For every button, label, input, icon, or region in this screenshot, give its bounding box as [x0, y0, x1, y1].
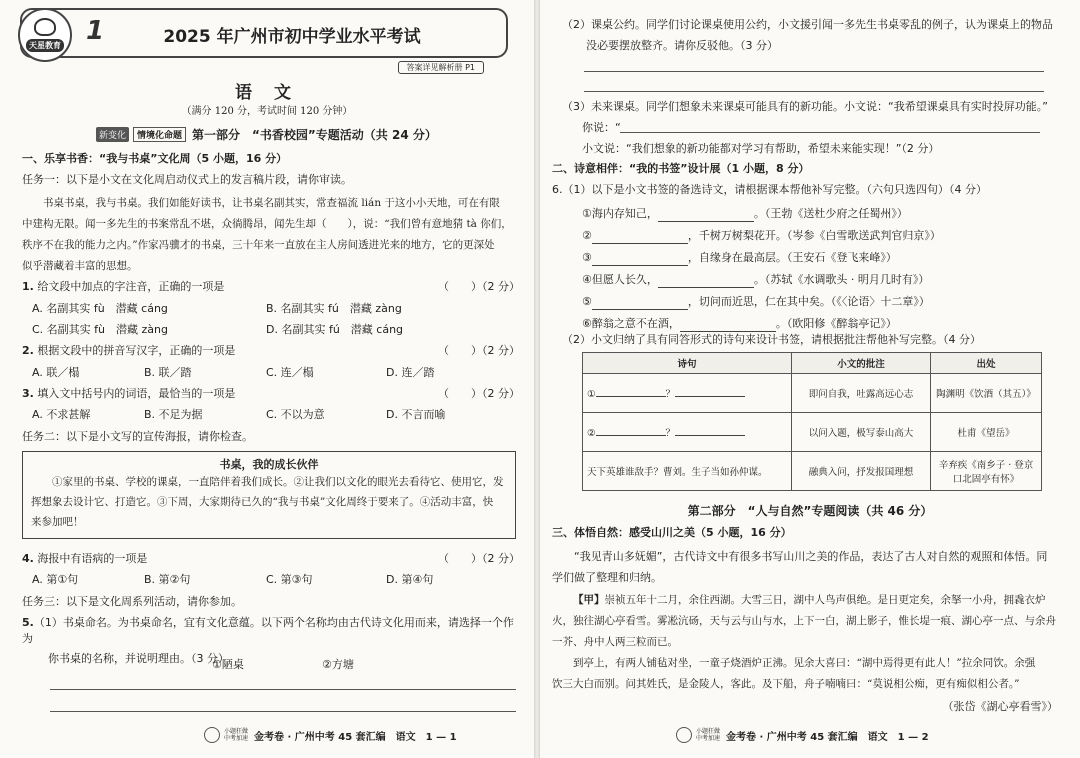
question-text: 填入文中括号内的词语，最恰当的一项是 [37, 387, 236, 400]
left-footer [204, 727, 457, 743]
text-line: 火，独往湖心亭看雪。雾凇沆砀，天与云与山与水，上下一白，湖上影子，惟长堤一痕、湖心亭一点、与余舟 [552, 615, 1056, 627]
poster-line: 挥想象去设计它、打造它。③下周，大家期待已久的“我与书桌”文化周终于要来了。④活动丰富，快 [31, 496, 494, 508]
contextual-tag: 情境化命题 [133, 127, 186, 142]
table-row [583, 374, 1042, 413]
task2-instruction: 任务二：以下是小文写的宣传海报，请你检查。 [22, 430, 253, 443]
passage-line: 书桌书桌，我与书桌。我们如能好读书，让书桌名副其实，常查福流 lián 于这小小天地，可在有限 [43, 197, 500, 209]
poem-item: ④但愿人长久， 。（苏轼《水调歌头 · 明月几时有》） [582, 273, 930, 286]
poem-cell[interactable]: ② ？ [583, 413, 792, 452]
text-jia [552, 590, 1062, 695]
question-5 [22, 614, 522, 666]
intro-line: “我见青山多妩媚”，古代诗文中有很多书写山川之美的作品，表达了古人对自然的观照和体悟。同 [574, 550, 1048, 563]
question-text: （2）课桌公约。同学们讨论课桌使用公约，小文援引闻一多先生书桌零乱的例子，认为课桌上的物品 [562, 18, 1053, 31]
source-cell: 辛弃疾《南乡子 · 登京口北固亭有怀》 [931, 452, 1042, 491]
q2-option-d[interactable]: D. 连／踏 [386, 366, 435, 379]
text-line: 饮三大白而别。问其姓氏，是金陵人，客此。及下船，舟子喃喃曰：“莫说相公痴，更有痴似相公者。” [552, 678, 1020, 690]
poem-item: ⑤ ，切问而近思，仁在其中矣。（《〈论语〉十二章》） [582, 295, 930, 308]
source-cell: 杜甫《望岳》 [931, 413, 1042, 452]
paper-number: 1 [86, 16, 105, 46]
part2-title: 第二部分 “人与自然”专题阅读（共 46 分） [687, 504, 933, 518]
text-line: 一芥、舟中人两三粒而已。 [552, 636, 678, 648]
question-text: 小文说：“我们想象的新功能都对学习有帮助，希望未来能实现！”（2 分） [582, 142, 940, 155]
q4-option-d[interactable]: D. 第④句 [386, 573, 434, 586]
question-5-2 [562, 14, 1062, 56]
poem-item: ⑥醉翁之意不在酒， 。（欧阳修《醉翁亭记》） [582, 317, 897, 330]
section3-intro [552, 546, 1062, 588]
poster-line: 来参加吧！ [31, 516, 84, 528]
footer-logo-icon [204, 727, 220, 743]
section2-heading: 二、诗意相伴：“我的书签”设计展（1 小题，8 分） [552, 162, 810, 175]
question-text: 根据文段中的拼音写汉字，正确的一项是 [37, 344, 236, 357]
answer-slot-2[interactable]: （ ）（2 分） [438, 344, 520, 357]
poster-title: 书桌，我的成长伙伴 [219, 458, 319, 471]
question-6-2: （2）小文归纳了具有同答形式的诗句来设计书签，请根据批注帮他补写完整。（4 分） [562, 333, 981, 346]
q1-option-a[interactable]: A. 名副其实 fù 潜藏 cáng [32, 302, 168, 315]
question-1 [22, 278, 224, 294]
text-line: 崇祯五年十二月，余住西湖。大雪三日，湖中人鸟声俱绝。是日更定矣，余拏一小舟，拥毳衣炉 [604, 594, 1046, 606]
poem-list [582, 203, 941, 335]
footer-text: 金考卷 · 广州中考 45 套汇编 语文 1 — 2 [726, 731, 929, 743]
you-say-label: 你说：“ [582, 121, 621, 134]
question-4 [22, 550, 147, 566]
blank[interactable] [658, 273, 754, 288]
part1-title: 第一部分 “书香校园”专题活动（共 24 分） [192, 128, 437, 142]
column-header: 出处 [931, 353, 1042, 374]
intro-line: 学们做了整理和归纳。 [552, 571, 662, 584]
q2-option-c[interactable]: C. 连／榻 [266, 366, 314, 379]
question-2 [22, 342, 235, 358]
q4-option-c[interactable]: C. 第③句 [266, 573, 313, 586]
q3-option-c[interactable]: C. 不以为意 [266, 408, 325, 421]
passage-line: 似乎潜藏着丰富的思想。 [22, 260, 138, 272]
table-row [583, 452, 1042, 491]
question-number: 3. [22, 387, 34, 400]
question-text: 给文段中加点的字注音，正确的一项是 [37, 280, 225, 293]
q2-option-a[interactable]: A. 联／榻 [32, 366, 80, 379]
question-number: 2. [22, 344, 34, 357]
answer-line[interactable] [50, 689, 516, 690]
passage [22, 193, 522, 277]
text-label: 【甲】 [573, 594, 605, 606]
table-header-row [583, 353, 1042, 374]
logo-ring-icon [34, 18, 56, 36]
text-line: 到亭上，有两人铺毡对坐，一童子烧酒炉正沸。见余大喜曰：“湖中焉得更有此人！”拉余同饮。余强 [573, 657, 1036, 669]
blank[interactable] [592, 229, 688, 244]
question-text: （1）书桌命名。为书桌命名，宜有文化意蕴。以下两个名称均由古代诗文化用而来，请选择一个作为 [22, 616, 514, 645]
answer-slot-3[interactable]: （ ）（2 分） [438, 387, 520, 400]
choice-fangtang[interactable]: ②方塘 [322, 658, 354, 671]
question-5-3 [562, 96, 1062, 159]
q2-option-b[interactable]: B. 联／踏 [144, 366, 192, 379]
section1-heading: 一、乐享书香：“我与书桌”文化周（5 小题，16 分） [22, 152, 288, 165]
question-number: 4. [22, 552, 34, 565]
q1-option-b[interactable]: B. 名副其实 fú 潜藏 zàng [266, 302, 402, 315]
poem-cell[interactable]: ① ？ [583, 374, 792, 413]
blank[interactable] [658, 207, 754, 222]
poem-cell: 天下英雄谁敌手？曹刘。生子当如孙仲谋。 [583, 452, 792, 491]
choice-loutable[interactable]: ①陋桌 [212, 658, 244, 671]
task1-instruction: 任务一：以下是小文在文化周启动仪式上的发言稿片段，请你审读。 [22, 173, 352, 186]
annotation-cell: 以问入题，极写泰山高大 [792, 413, 931, 452]
exam-header [20, 8, 508, 72]
footer-text: 金考卷 · 广州中考 45 套汇编 语文 1 — 1 [254, 731, 457, 743]
question-text: 海报中有语病的一项是 [37, 552, 148, 565]
promo-poster [22, 451, 516, 539]
new-change-tag: 新变化 [96, 127, 129, 142]
footer-logo-icon [676, 727, 692, 743]
section3-heading: 三、体悟自然：感受山川之美（5 小题，16 分） [552, 526, 792, 539]
question-6-1: 6.（1）以下是小文书签的备选诗文，请根据课本帮他补写完整。（六句只选四句）（4 分） [552, 183, 987, 196]
passage-line: 秩序不在我的能力之内。”作家冯骥才的书桌，三十年来一直放在主人房间透进光来的地方，它的更深处 [22, 239, 495, 251]
poem-item: ② ，千树万树梨花开。（岑参《白雪歌送武判官归京》） [582, 229, 941, 242]
blank[interactable] [592, 251, 688, 266]
question-3 [22, 385, 235, 401]
publisher-logo [18, 8, 72, 62]
column-header: 小文的批注 [792, 353, 931, 374]
q4-option-b[interactable]: B. 第②句 [144, 573, 191, 586]
passage-line: 中建构无限。闻一多先生的书案常乱不堪，众徜腾昂，闻先生却（ ），说：“我们曾有意地猜 tà 你们， [22, 218, 512, 230]
q3-option-d[interactable]: D. 不言而喻 [386, 408, 446, 421]
answer-line[interactable] [50, 711, 516, 712]
annotation-cell: 即问自我，吐露高远心志 [792, 374, 931, 413]
poem-item: ①海内存知己， 。（王勃《送杜少府之任蜀州》） [582, 207, 908, 220]
exam-title: 2025 年广州市初中学业水平考试 [163, 27, 421, 47]
right-footer [676, 727, 929, 743]
answer-line[interactable] [584, 91, 1044, 92]
exam-info: （满分 120 分，考试时间 120 分钟） [181, 106, 353, 117]
text-source: （张岱《湖心亭看雪》） [942, 700, 1058, 713]
part1-heading [96, 126, 437, 143]
footer-tag: 小题狂做 中考加速 [696, 728, 721, 742]
answer-line[interactable] [620, 132, 1040, 133]
answer-reference: 答案详见解析册 P1 [398, 61, 484, 74]
answer-slot-4[interactable]: （ ）（2 分） [438, 552, 520, 565]
q3-option-a[interactable]: A. 不求甚解 [32, 408, 91, 421]
q1-option-c[interactable]: C. 名副其实 fù 潜藏 zàng [32, 323, 168, 336]
question-number: 5. [22, 616, 34, 629]
answer-slot-1[interactable]: （ ）（2 分） [438, 280, 520, 293]
poem-annotation-table [582, 352, 1042, 491]
q3-option-b[interactable]: B. 不足为据 [144, 408, 203, 421]
task3-instruction: 任务三：以下是文化周系列活动，请你参加。 [22, 595, 242, 608]
q1-option-d[interactable]: D. 名副其实 fú 潜藏 cáng [266, 323, 404, 336]
question-number: 1. [22, 280, 34, 293]
answer-line[interactable] [584, 71, 1044, 72]
column-header: 诗句 [583, 353, 792, 374]
blank[interactable] [680, 317, 776, 332]
question-text: 没必要摆放整齐。请你反驳他。（3 分） [586, 39, 778, 52]
poster-line: ①家里的书桌、学校的课桌，一直陪伴着我们成长。②让我们以文化的眼光去看待它、使用它，发 [52, 476, 504, 488]
logo-text: 天星教育 [26, 39, 64, 52]
q4-option-a[interactable]: A. 第①句 [32, 573, 79, 586]
poem-item: ③ ，自缘身在最高层。（王安石《登飞来峰》） [582, 251, 897, 264]
question-text: （3）未来课桌。同学们想象未来课桌可能具有的新功能。小文说：“我希望课桌具有实时投屏功能。” [562, 100, 1048, 113]
annotation-cell: 融典入问，抒发报国理想 [792, 452, 931, 491]
source-cell: 陶渊明《饮酒（其五）》 [931, 374, 1042, 413]
question-text: 你书桌的名称，并说明理由。（3 分） [48, 652, 229, 665]
subject-title: 语 文 [235, 83, 299, 103]
blank[interactable] [592, 295, 688, 310]
footer-tag: 小题狂做 中考加速 [224, 728, 249, 742]
table-row [583, 413, 1042, 452]
